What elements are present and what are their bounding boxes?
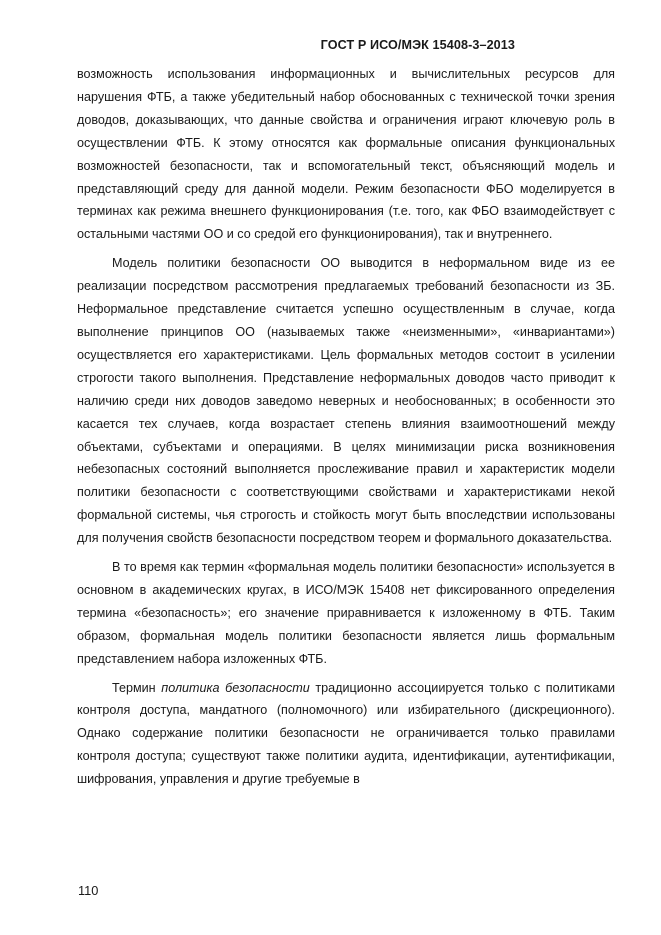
document-body [77,63,615,791]
paragraph-formal-model-term: В то время как термин «формальная модель политики безопасности» используется в основном в академических кругах, в ИСО/МЭК 15408 нет фиксированного определения термина «безопасность»; его значение приравнивается к изложенному в ФТБ. Таким образом, формальная модель политики безопасности является лишь формальным представлением набора изложенных ФТБ. [77,560,615,666]
term-emphasis: политика безопасности [161,680,310,695]
paragraph-security-policy-term [77,677,615,792]
document-header: ГОСТ Р ИСО/МЭК 15408-3–2013 [320,38,515,52]
paragraph-continuation: возможность использования информационных и вычислительных ресурсов для нарушения ФТБ, а также убедительный набор обоснованных с технической точки зрения доводов, доказывающих, что данные свойства и ограничения играют ключевую роль в осуществлении ФТБ. К этому относятся как формальные описания функциональных возможностей безопасности, так и вспомогательный текст, объясняющий модель и представляющий среду для данной модели. Режим безопасности ФБО моделируется в терминах как режима внешнего функционирования (т.е. того, как ФБО взаимодействует с остальными частями ОО и со средой его функционирования), так и внутреннего. [77,67,615,242]
term-rest-text: традиционно ассоциируется только с политиками контроля доступа, мандатного (полномочного) или избирательного (дискреционного). Однако содержание политики безопасности не ограничивается только правилами контроля доступа; существуют также политики аудита, идентификации, аутентификации, шифрования, управления и другие требуемые в [77,680,616,787]
page-number: 110 [78,883,99,898]
term-intro-text: Термин [112,680,162,695]
paragraph-model-policy: Модель политики безопасности ОО выводится в неформальном виде из ее реализации посредством рассмотрения предлагаемых требований безопасности из ЗБ. Неформальное представление считается успешно осуществленным в случае, когда выполнение принципов ОО (называемых также «неизменными», «инвариантами») осуществляется его характеристиками. Цель формальных методов состоит в усилении строгости такого выполнения. Представление неформальных доводов часто приводит к наличию среди них доводов заведомо неверных и необоснованных; в особенности это касается тех случаев, когда возрастает степень влияния взаимоотношений между объектами, субъектами и операциями. В целях минимизации риска возникновения небезопасных состояний выполняется прослеживание правил и характеристик модели политики безопасности с соответствующими свойствами и характеристиками некой формальной системы, чья строгость и стойкость могут быть впоследствии использованы для получения свойств безопасности посредством теорем и формального доказательства. [77,256,615,546]
